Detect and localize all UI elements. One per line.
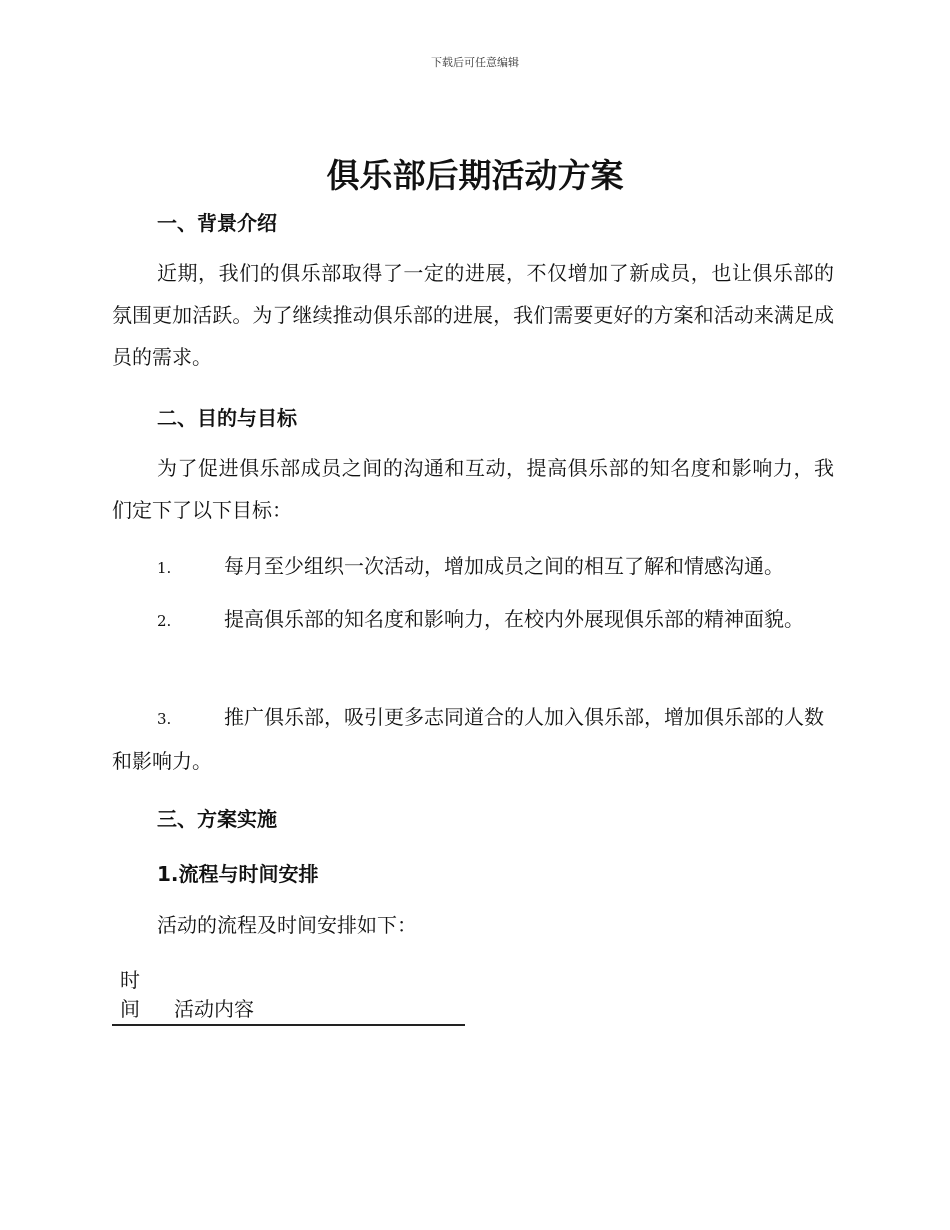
goal-item-number: 1. (157, 559, 172, 577)
goal-item-1 (112, 545, 834, 589)
document-title: 俱乐部后期活动方案 (326, 156, 624, 195)
section-heading-implementation: 三、方案实施 (157, 807, 277, 831)
header-note: 下载后可任意编辑 (431, 56, 519, 69)
goal-item-text: 提高俱乐部的知名度和影响力，在校内外展现俱乐部的精神面貌。 (224, 607, 804, 631)
goal-item-text: 每月至少组织一次活动，增加成员之间的相互了解和情感沟通。 (224, 554, 784, 578)
goal-item-number: 3. (157, 710, 172, 728)
table-header-time: 时间 (120, 968, 140, 1021)
background-paragraph: 近期，我们的俱乐部取得了一定的进展，不仅增加了新成员，也让俱乐部的氛围更加活跃。为了继续推动俱乐部的进展，我们需要更好的方案和活动来满足成员的需求。 (112, 261, 834, 369)
schedule-paragraph: 活动的流程及时间安排如下： (157, 913, 417, 937)
goal-item-3 (112, 696, 834, 782)
table-header-content: 活动内容 (174, 997, 254, 1021)
section-heading-goals: 二、目的与目标 (157, 406, 297, 430)
goal-item-text: 推广俱乐部，吸引更多志同道合的人加入俱乐部，增加俱乐部的人数和影响力。 (112, 705, 824, 773)
goal-item-2 (112, 598, 834, 642)
goals-paragraph: 为了促进俱乐部成员之间的沟通和互动，提高俱乐部的知名度和影响力，我们定下了以下目标： (112, 456, 834, 522)
section-heading-background: 一、背景介绍 (157, 211, 277, 235)
subheading-schedule: 1.流程与时间安排 (157, 862, 319, 886)
goal-item-number: 2. (157, 612, 172, 630)
schedule-table-header (112, 966, 465, 1026)
